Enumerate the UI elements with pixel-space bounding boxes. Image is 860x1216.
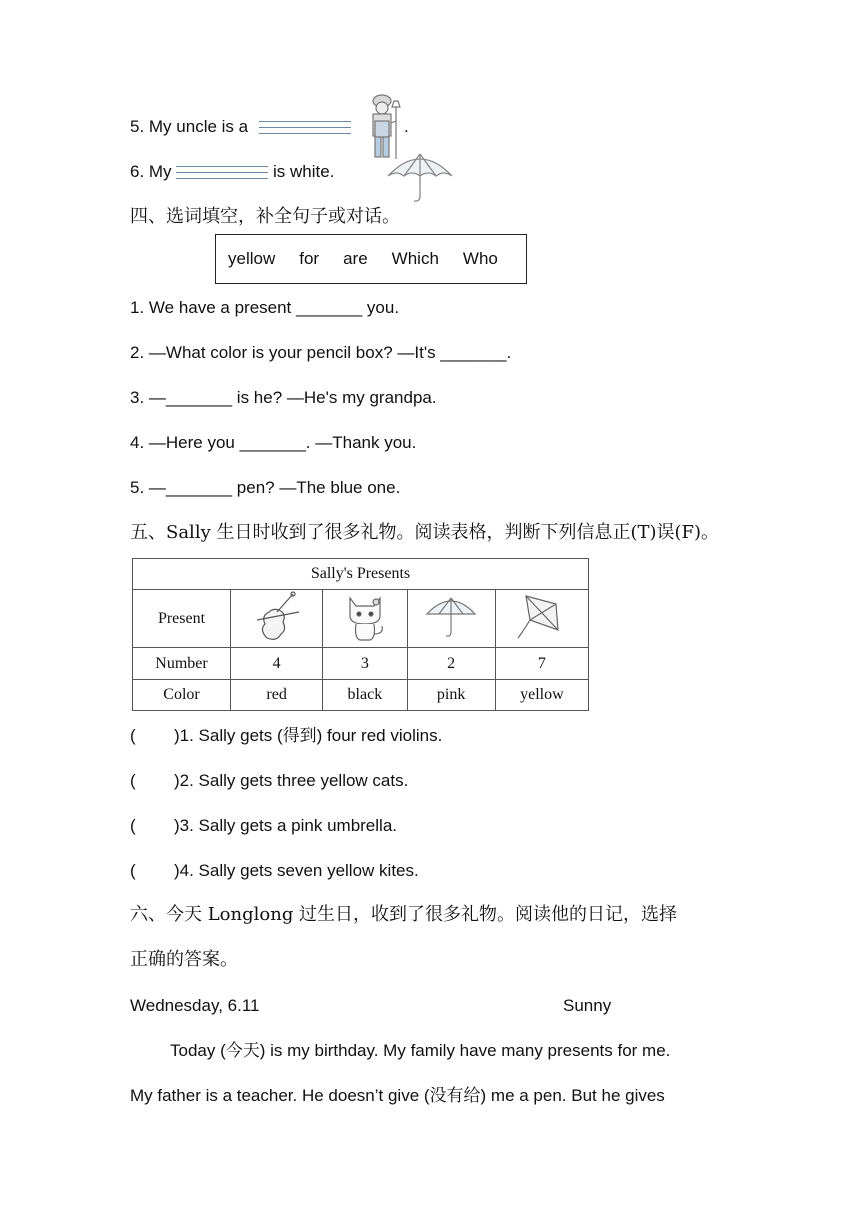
umbrella-picture (384, 148, 456, 204)
cat-icon (323, 590, 407, 648)
row-label-color: Color (133, 680, 231, 711)
question-text: )1. Sally gets (得到) four red violins. (174, 726, 443, 745)
color-cell: pink (407, 680, 495, 711)
word-bank-item: are (343, 249, 368, 268)
answer-paren[interactable]: ( (130, 726, 136, 745)
q6-suffix: is white. (273, 162, 335, 181)
color-cell: red (230, 680, 322, 711)
answer-paren[interactable]: ( (130, 861, 136, 880)
q5-prefix: 5. My uncle is a (130, 117, 249, 136)
word-bank-item: Which (391, 249, 439, 268)
q6-prefix: 6. My (130, 162, 172, 181)
q5-period: . (404, 117, 409, 136)
word-bank-item: for (299, 249, 320, 268)
word-bank-item: Who (462, 249, 498, 268)
table-title: Sally's Presents (133, 559, 589, 590)
part4-question: 1. We have a present _______ you. (130, 298, 400, 317)
presents-table (132, 558, 589, 711)
word-bank (215, 234, 527, 284)
word-bank-item: yellow (228, 249, 276, 268)
number-cell: 7 (495, 648, 588, 680)
answer-paren[interactable]: ( (130, 816, 136, 835)
diary-text-line1: Today (今天) is my birthday. My family have many presents for me. (170, 1041, 671, 1060)
row-label-number: Number (133, 648, 231, 680)
number-cell: 2 (407, 648, 495, 680)
part5-question (130, 814, 397, 838)
row-label-present: Present (133, 590, 231, 648)
number-cell: 4 (230, 648, 322, 680)
diary-weather: Sunny (563, 996, 612, 1015)
answer-paren[interactable]: ( (130, 771, 136, 790)
violin-icon (230, 590, 322, 648)
part4-question: 3. —_______ is he? —He's my grandpa. (130, 388, 437, 407)
question-text: )3. Sally gets a pink umbrella. (174, 816, 397, 835)
kite-icon (495, 590, 588, 648)
part5-question (130, 769, 408, 793)
part4-question: 2. —What color is your pencil box? —It's _______. (130, 343, 512, 362)
part6-heading-line2: 正确的答案。 (130, 949, 238, 970)
question-text: )4. Sally gets seven yellow kites. (174, 861, 419, 880)
diary-text-line2: My father is a teacher. He doesn’t give (没有给) me a pen. But he gives (130, 1086, 665, 1105)
question-text: )2. Sally gets three yellow cats. (174, 771, 409, 790)
umbrella-icon (407, 590, 495, 648)
part6-heading-line1: 六、今天 Longlong 过生日，收到了很多礼物。阅读他的日记，选择 (130, 904, 678, 925)
part4-question: 5. —_______ pen? —The blue one. (130, 478, 401, 497)
color-cell: black (323, 680, 407, 711)
part4-question: 4. —Here you _______. —Thank you. (130, 433, 417, 452)
diary-date: Wednesday, 6.11 (130, 996, 260, 1015)
part5-question (130, 859, 419, 883)
q5-line (130, 115, 351, 139)
color-cell: yellow (495, 680, 588, 711)
part5-question (130, 724, 442, 748)
part4-heading: 四、选词填空，补全句子或对话。 (130, 206, 400, 227)
q6-line (130, 160, 334, 184)
part5-heading: 五、Sally 生日时收到了很多礼物。阅读表格，判断下列信息正(T)误(F)。 (130, 522, 720, 543)
q5-writing-lines[interactable] (259, 116, 351, 139)
q6-writing-lines[interactable] (176, 161, 268, 184)
number-cell: 3 (323, 648, 407, 680)
